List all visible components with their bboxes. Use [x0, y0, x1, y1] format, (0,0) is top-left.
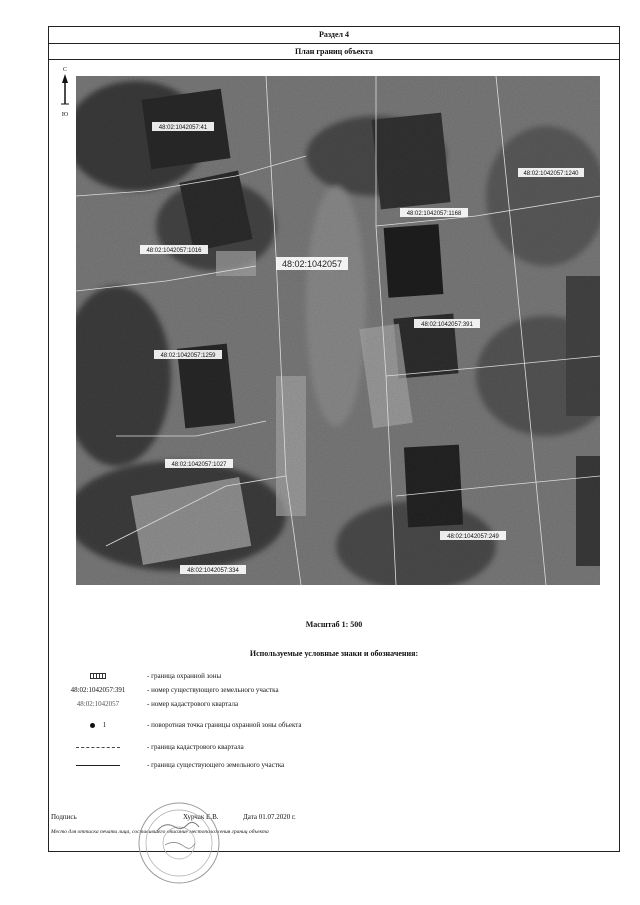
dashed-line-icon	[76, 747, 120, 748]
legend-symbol-text: 48:02:1042057:391	[70, 686, 126, 694]
legend-text: - граница охранной зоны	[147, 672, 222, 680]
legend-row	[49, 759, 619, 771]
parcel-label-text: 48:02:1042057:1027	[171, 462, 227, 468]
legend-text: - граница кадастрового квартала	[147, 743, 244, 751]
south-label: Ю	[61, 112, 69, 118]
legend-row	[49, 670, 619, 682]
hatched-zone-icon	[90, 673, 106, 679]
parcel-label-text: 48:02:1042057:41	[158, 125, 208, 131]
aerial-map	[76, 76, 600, 585]
parcel-label	[400, 208, 468, 217]
legend-row	[49, 741, 619, 753]
signature-label: Подпись	[51, 813, 77, 821]
stamp-seal-icon	[137, 801, 221, 885]
signer-name: Хурчак Е.В.	[183, 813, 219, 821]
parcel-label-text: 48:02:1042057:1240	[523, 171, 579, 177]
parcel-label	[414, 319, 480, 328]
legend-row	[49, 719, 619, 731]
document-frame	[48, 26, 620, 852]
parcel-label-text: 48:02:1042057:1016	[146, 248, 202, 254]
legend-text: - номер существующего земельного участка	[147, 686, 279, 694]
legend-text: - граница существующего земельного участка	[147, 761, 285, 769]
parcel-label	[140, 245, 208, 254]
legend-title: Используемые условные знаки и обозначения:	[249, 649, 419, 658]
legend-row	[49, 684, 619, 696]
quarter-label	[276, 257, 348, 270]
north-arrow-icon	[55, 74, 75, 110]
aerial-photo	[76, 76, 600, 585]
legend-symbol-text: 1	[102, 721, 107, 729]
parcel-label-text: 48:02:1042057:334	[187, 568, 239, 574]
legend-row	[49, 698, 619, 710]
north-label: С	[62, 67, 67, 73]
parcel-label-text: 48:02:1042057:249	[447, 534, 499, 540]
solid-line-icon	[76, 765, 120, 766]
signature-line	[49, 810, 619, 824]
parcel-label	[440, 531, 506, 540]
section-header: Раздел 4	[49, 27, 619, 44]
parcel-label	[154, 350, 222, 359]
legend-symbol-text: 48:02:1042057	[76, 700, 120, 708]
parcel-label-text: 48:02:1042057:1259	[160, 353, 216, 359]
north-arrow	[55, 67, 75, 127]
parcel-label	[165, 459, 233, 468]
quarter-label-text: 48:02:1042057	[281, 259, 343, 269]
parcel-label-text: 48:02:1042057:1168	[406, 211, 462, 217]
plan-title: План границ объекта	[49, 44, 619, 60]
parcel-label-text: 48:02:1042057:391	[421, 322, 473, 328]
map-scale: Масштаб 1: 500	[305, 620, 363, 629]
parcel-label	[518, 168, 584, 177]
parcel-label	[152, 122, 214, 131]
point-icon	[90, 723, 95, 728]
stamp-note: Место для оттиска печати лица, составившего описание местоположения границ объекта	[51, 829, 269, 835]
signature-date: Дата 01.07.2020 г.	[243, 813, 296, 821]
legend-text: - номер кадастрового квартала	[147, 700, 239, 708]
legend-text: - поворотная точка границы охранной зоны объекта	[147, 721, 302, 729]
parcel-label	[180, 565, 246, 574]
